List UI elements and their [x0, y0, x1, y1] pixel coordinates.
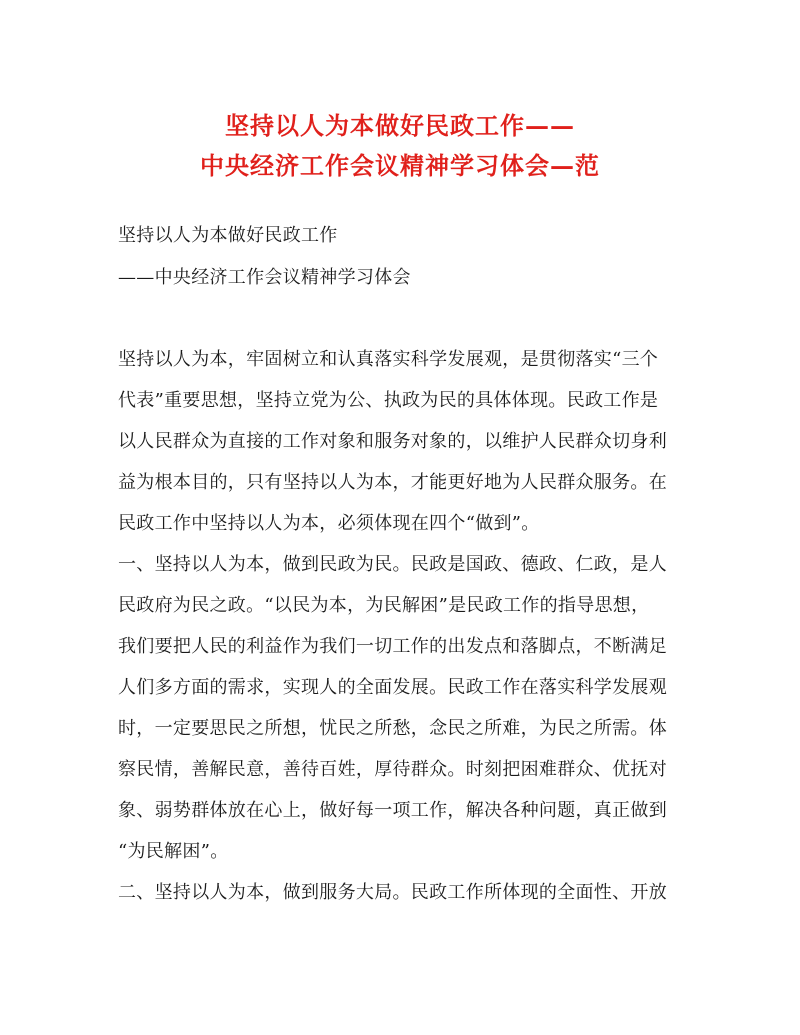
body-line: 察民情，善解民意，善待百姓，厚待群众。时刻把困难群众、优抚对 [118, 759, 667, 780]
body-line: 坚持以人为本，牢固树立和认真落实科学发展观，是贯彻落实“三个 [118, 349, 659, 370]
body-line: 一、坚持以人为本，做到民政为民。民政是国政、德政、仁政，是人 [118, 554, 667, 575]
body-line: 人们多方面的需求，实现人的全面发展。民政工作在落实科学发展观 [118, 677, 667, 698]
body-line: 我们要把人民的利益作为我们一切工作的出发点和落脚点，不断满足 [118, 636, 667, 657]
body-line: 以人民群众为直接的工作对象和服务对象的，以维护人民群众切身利 [118, 431, 667, 452]
body-line: 民政工作中坚持以人为本，必须体现在四个“做到”。 [118, 513, 540, 534]
subtitle-line-1: 坚持以人为本做好民政工作 [118, 225, 338, 246]
body-line: 益为根本目的，只有坚持以人为本，才能更好地为人民群众服务。在 [118, 472, 667, 493]
body-line: 时，一定要思民之所想，忧民之所愁，念民之所难，为民之所需。体 [118, 718, 667, 739]
document-title-line-2: 中央经济工作会议精神学习体会—范 [200, 151, 600, 180]
subtitle-line-2: ——中央经济工作会议精神学习体会 [118, 267, 411, 288]
document-title-line-1: 坚持以人为本做好民政工作—— [225, 111, 575, 140]
body-line: 二、坚持以人为本，做到服务大局。民政工作所体现的全面性、开放 [118, 882, 667, 903]
body-line: 民政府为民之政。“以民为本，为民解困”是民政工作的指导思想， [118, 595, 650, 616]
body-line: 象、弱势群体放在心上，做好每一项工作，解决各种问题，真正做到 [118, 800, 667, 821]
body-line: 代表”重要思想，坚持立党为公、执政为民的具体体现。民政工作是 [118, 390, 659, 411]
body-line: “为民解困”。 [118, 841, 229, 862]
